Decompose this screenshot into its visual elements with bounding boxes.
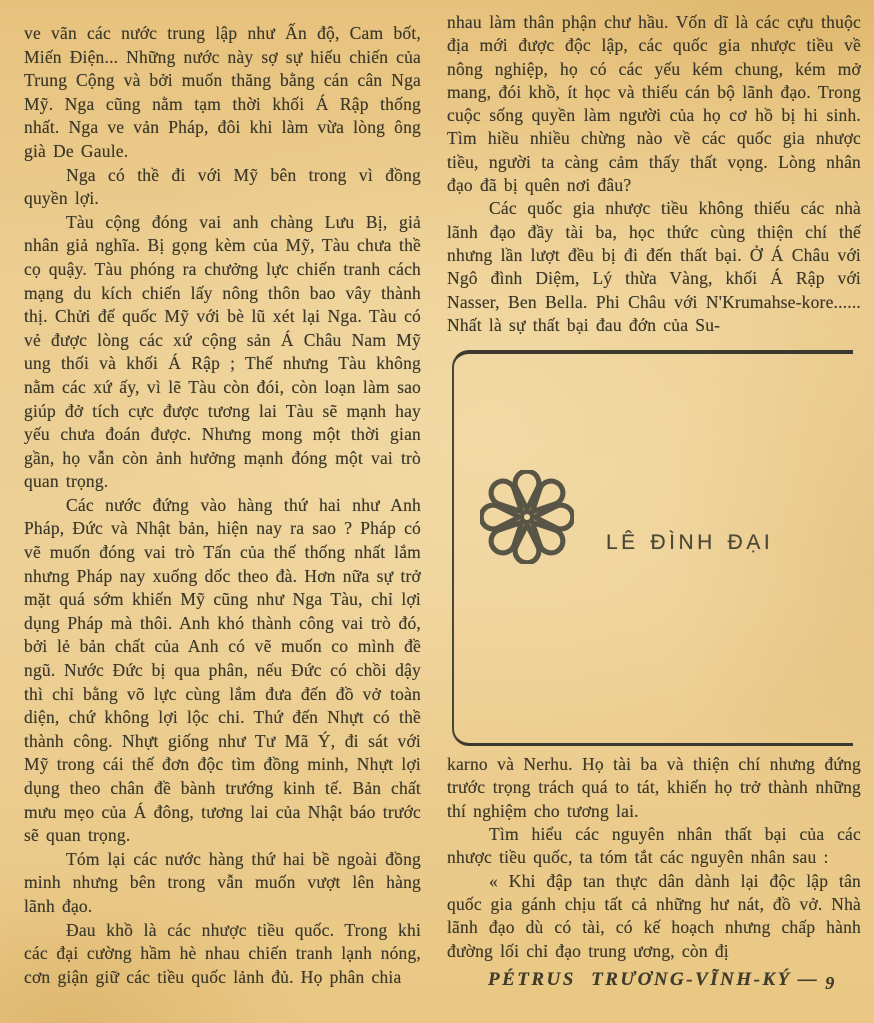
journal-title: PÉTRUS TRƯƠNG-VĨNH-KÝ bbox=[488, 969, 792, 990]
paragraph: ve vãn các nước trung lập như Ấn độ, Cam bốt, Miến Điện... Những nước này sợ sự hiếu chiến của Trung Cộng và bởi muốn thăng bằng cán cân Nga Mỹ. Nga cũng nằm tạm thời khối Á Rập thống nhất. Nga ve vản Pháp, đôi khi làm vừa lòng ông già De Gaule. bbox=[24, 23, 421, 161]
author-name: LÊ ĐÌNH ĐẠI bbox=[606, 530, 774, 554]
paragraph: Tìm hiểu các nguyên nhân thất bại của các nhược tiều quốc, ta tóm tắt các nguyên nhân sau : bbox=[447, 824, 861, 868]
paragraph: Đau khồ là các nhược tiều quốc. Trong khi các đại cường hầm hè nhau chiến tranh lạnh nóng, cơn giận giữ các tiều quốc lảnh đủ. Họ phân chia bbox=[24, 919, 421, 987]
paragraph: « Khi đập tan thực dân dành lại độc lập tân quốc gia gánh chịu tất cả những hư nát, đồ vở. Nhà lãnh đạo dù có tài, có kế hoạch nhưng chấp hành đường lối chỉ đạo trung ương, còn đị bbox=[447, 870, 861, 961]
page-footer bbox=[488, 969, 837, 991]
paragraph: nhau làm thân phận chư hầu. Vốn dĩ là các cựu thuộc địa mới được độc lập, các quốc gia nhược tiều về nông nghiệp, họ có các yếu kém chung, kém mở mang, đói khồ, ít học và thiếu cán bộ lãnh đạo. Trong cuộc sống quyền làm người của họ cơ hồ bị hi sinh. Tìm hiều nhiều chừng nào về các quốc gia nhược tiều, người ta càng cảm thấy thất vọng. Lòng nhân đạo đã bị quên nơi đâu? bbox=[447, 12, 861, 196]
paragraph: Các quốc gia nhược tiều không thiếu các nhà lãnh đạo đầy tài ba, học thức cùng thiện chí thế nhưng lần lượt đều bị đi đến thất bại. Ở Á Châu với Ngô đình Diệm, Lý thừa Vàng, khối Á Rập với Nasser, Ben Bella. Phi Châu với N'Krumahse-kore...... Nhất là sự thất bại đau đớn của Su- bbox=[447, 198, 861, 335]
right-column bbox=[447, 11, 861, 963]
left-column bbox=[24, 22, 421, 989]
page-number: 9 bbox=[825, 973, 837, 993]
author-box-content bbox=[480, 470, 853, 564]
footer-dash: — bbox=[797, 969, 820, 990]
paragraph: Các nước đứng vào hàng thứ hai như Anh Pháp, Đức và Nhật bản, hiện nay ra sao ? Pháp có vẽ muốn đóng vai trò Tấn của thế thống nhất lắm nhưng Pháp nay xuống dốc theo đà. Hơn nữa sự trở mặt quá sớm khiến Mỹ cũng như Nga Tàu, chỉ lợi dụng Pháp mà thôi. Anh khó thành công vai trò đó, bởi lẻ bản chất của Anh có vẽ muốn co mình đề ngũ. Nước Đức bị qua phân, nếu Đức có chồi dậy thì chỉ bằng võ lực cùng lắm đưa đến đồ vở toàn diện, chứ không lợi lộc chi. Thứ đến Nhựt có thề thành công. Nhựt giống như Tư Mã Ý, đi sát với Mỹ trong cái thế đơn độc tìm đồng minh, Nhựt lợi dụng theo chân đề bành trướng kinh tế. Bản chất mưu mẹo của Á đông, tương lai của Nhật báo trước sẽ quan trọng. bbox=[24, 494, 421, 846]
paragraph: karno và Nerhu. Họ tài ba và thiện chí nhưng đứng trước trọng trách quá to tát, khiến họ trở thành những thí nghiệm cho tương lai. bbox=[447, 754, 861, 821]
author-box bbox=[452, 350, 853, 746]
paragraph: Nga có thề đi với Mỹ bên trong vì đồng quyền lợi. bbox=[24, 164, 421, 209]
flower-ornament-icon bbox=[480, 470, 574, 564]
paragraph: Tàu cộng đóng vai anh chàng Lưu Bị, giả nhân giả nghĩa. Bị gọng kèm của Mỹ, Tàu chưa thề cọ quậy. Tàu phóng ra chưởng lực chiến tranh cách mạng du kích chiến lấy nông thôn bao vây thành thị. Chửi đế quốc Mỹ với bè lũ xét lại Nga. Tàu có vẻ được lòng các xứ cộng sản Á Châu Nam Mỹ ung thối và khối Á Rập ; Thế nhưng Tàu không nằm các xứ ấy, vì lẽ Tàu còn đói, còn loạn làm sao giúp đở tích cực được tương lai Tàu sẽ mạnh hay yếu chưa đoán được. Nhưng mong một thời gian gần, họ vẫn còn ảnh hưởng mạnh đóng một vai trò quan trọng. bbox=[24, 211, 421, 492]
paragraph: Tóm lại các nước hàng thứ hai bề ngoài đồng minh nhưng bên trong vẫn muốn vượt lên hàng lãnh đạo. bbox=[24, 848, 421, 916]
